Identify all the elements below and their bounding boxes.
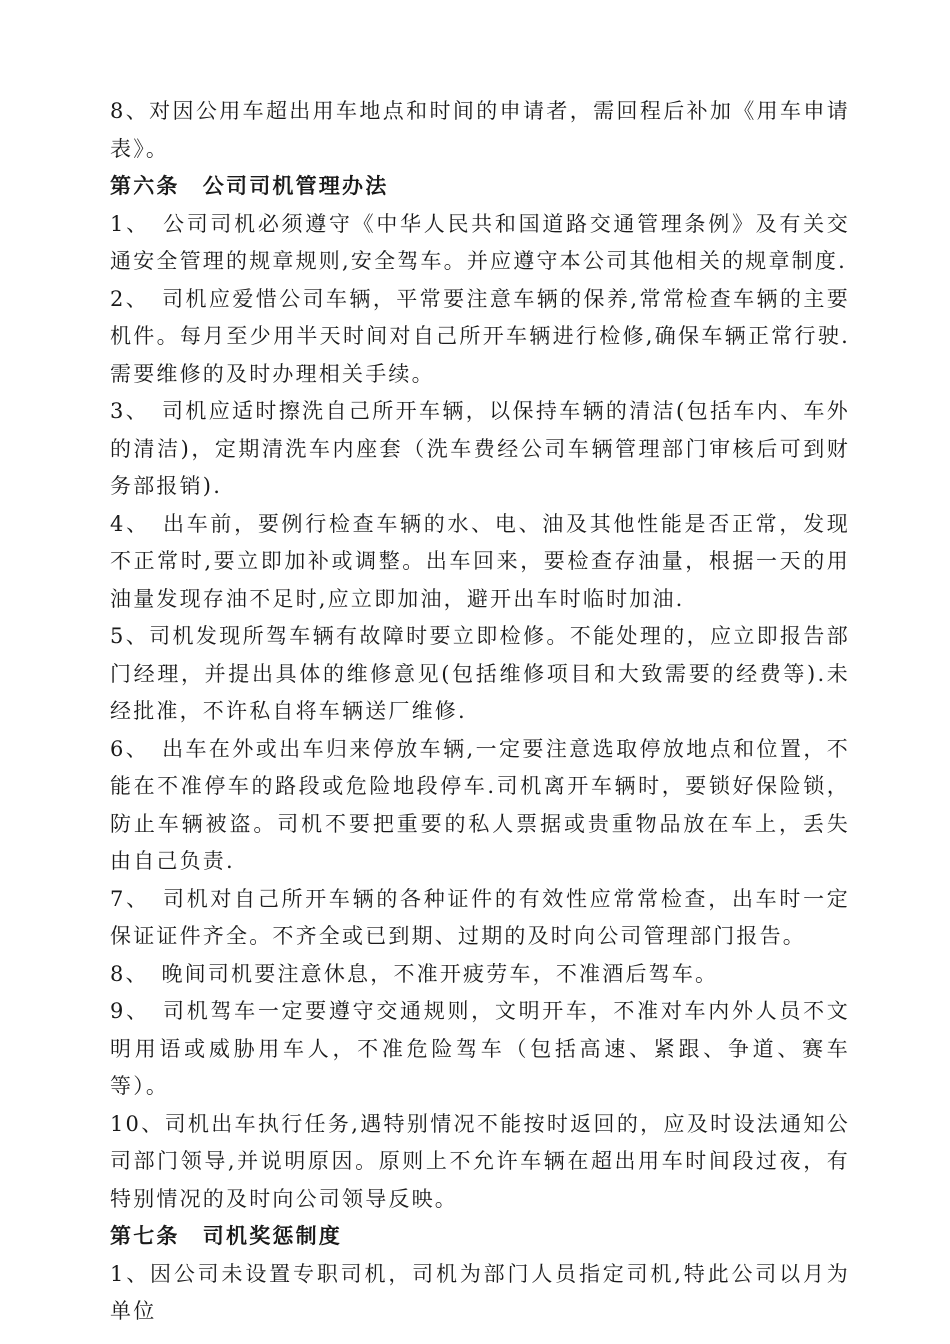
para-article6-item1: 1、 公司司机必须遵守《中华人民共和国道路交通管理条例》及有关交通安全管理的规章规则,安全驾车。并应遵守本公司其他相关的规章制度. bbox=[110, 211, 850, 273]
document-page bbox=[110, 93, 850, 1331]
para-article6-item10: 10、司机出车执行任务,遇特别情况不能按时返回的，应及时设法通知公司部门领导,并说明原因。原则上不允许车辆在超出用车时间段过夜，有特别情况的及时向公司领导反映。 bbox=[110, 1111, 850, 1211]
para-article6-item2: 2、 司机应爱惜公司车辆，平常要注意车辆的保养,常常检查车辆的主要机件。每月至少用半天时间对自己所开车辆进行检修,确保车辆正常行驶.需要维修的及时办理相关手续。 bbox=[110, 286, 850, 386]
para-article7-item1: 1、因公司未设置专职司机，司机为部门人员指定司机,特此公司以月为单位 bbox=[110, 1261, 850, 1323]
heading-article-7: 第七条 司机奖惩制度 bbox=[110, 1224, 342, 1248]
heading-article-6: 第六条 公司司机管理办法 bbox=[110, 174, 389, 198]
para-article6-item3: 3、 司机应适时擦洗自己所开车辆，以保持车辆的清洁(包括车内、车外的清洁)，定期清洗车内座套（洗车费经公司车辆管理部门审核后可到财务部报销). bbox=[110, 399, 850, 498]
para-article6-item8: 8、 晚间司机要注意休息，不准开疲劳车，不准酒后驾车。 bbox=[110, 961, 719, 986]
para-article6-item6: 6、 出车在外或出车归来停放车辆,一定要注意选取停放地点和位置，不能在不准停车的路段或危险地段停车.司机离开车辆时，要锁好保险锁，防止车辆被盗。司机不要把重要的私人票据或贵重物品放在车上，丢失由自己负责. bbox=[110, 736, 850, 873]
para-article6-item4: 4、 出车前，要例行检查车辆的水、电、油及其他性能是否正常，发现不正常时,要立即加补或调整。出车回来，要检查存油量，根据一天的用油量发现存油不足时,应立即加油，避开出车时临时加油. bbox=[110, 511, 850, 611]
para-article6-item7: 7、 司机对自己所开车辆的各种证件的有效性应常常检查，出车时一定保证证件齐全。不齐全或已到期、过期的及时向公司管理部门报告。 bbox=[110, 886, 850, 948]
para-article6-item9: 9、 司机驾车一定要遵守交通规则，文明开车，不准对车内外人员不文明用语或威胁用车人，不准危险驾车（包括高速、紧跟、争道、赛车等）。 bbox=[110, 999, 850, 1098]
para-section5-item8: 8、对因公用车超出用车地点和时间的申请者，需回程后补加《用车申请表》。 bbox=[110, 99, 850, 161]
para-article6-item5: 5、司机发现所驾车辆有故障时要立即检修。不能处理的，应立即报告部门经理，并提出具体的维修意见(包括维修项目和大致需要的经费等).未经批准，不许私自将车辆送厂维修. bbox=[110, 624, 850, 723]
